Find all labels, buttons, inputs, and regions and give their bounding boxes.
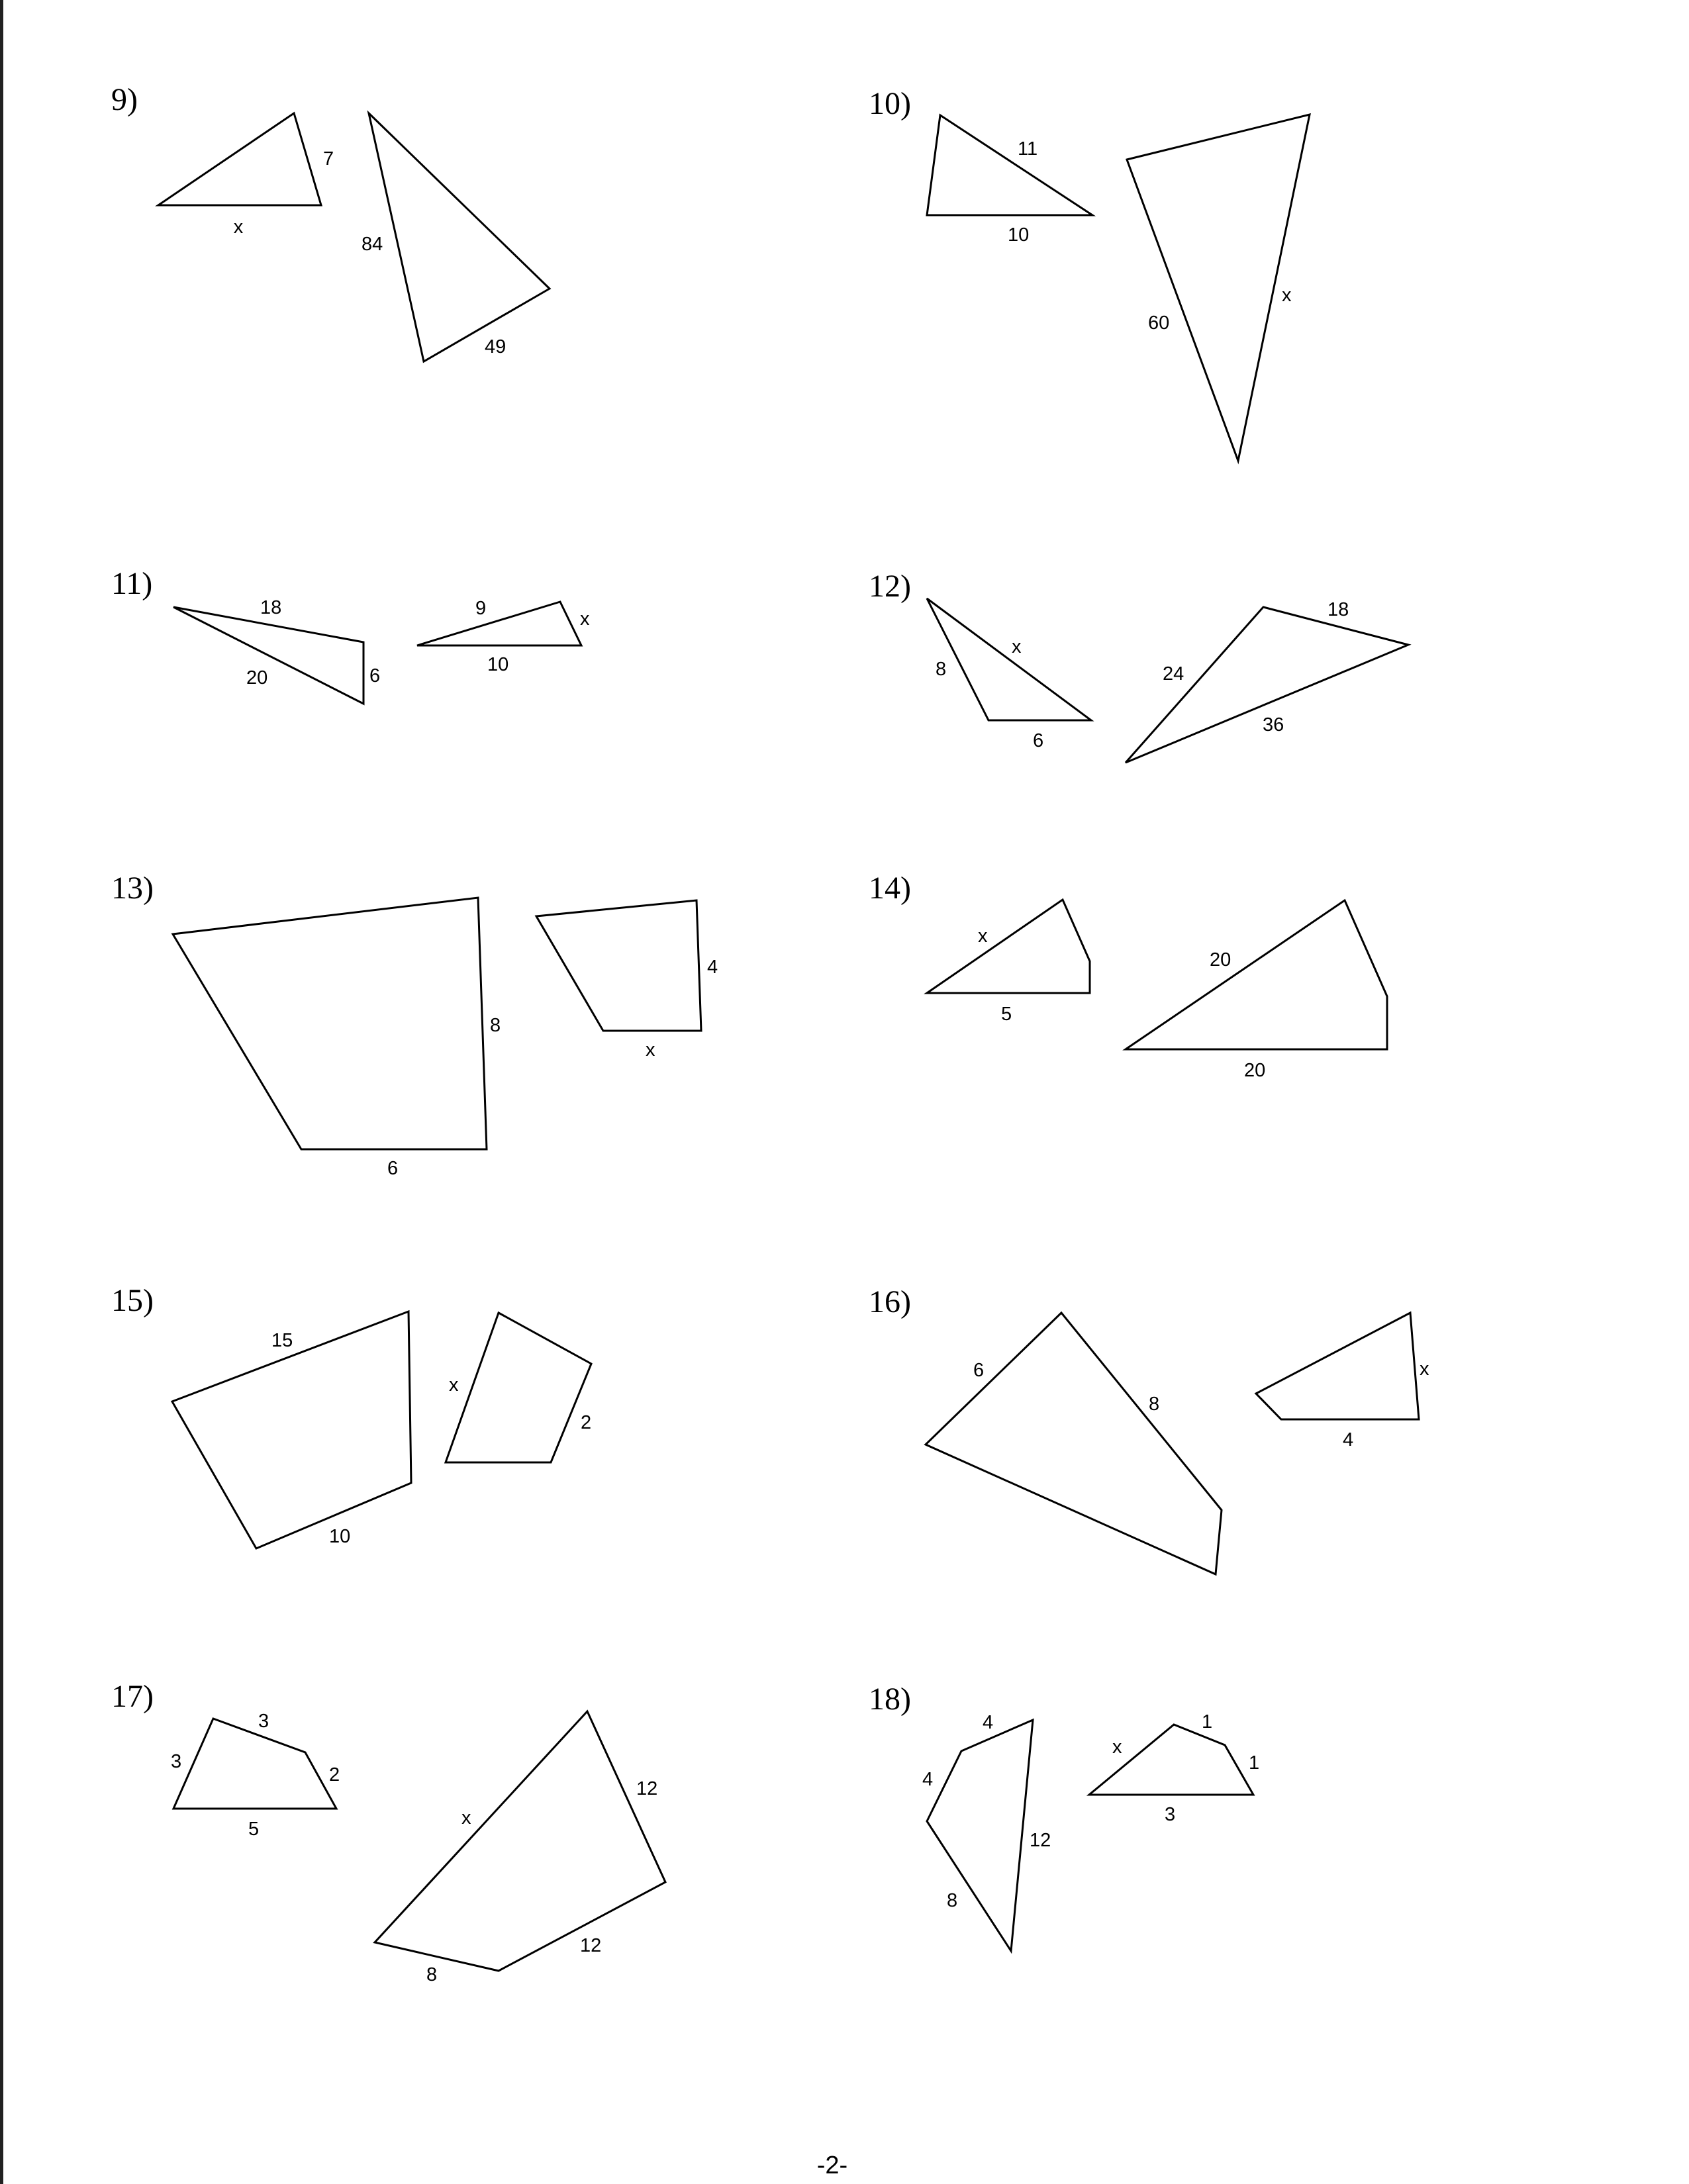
problem-number: 11) bbox=[111, 566, 153, 601]
side-label: 18 bbox=[1327, 599, 1349, 620]
side-label: 10 bbox=[1008, 224, 1030, 246]
side-label: 10 bbox=[329, 1526, 351, 1547]
side-label: 8 bbox=[1149, 1394, 1160, 1415]
side-label: x bbox=[1282, 285, 1292, 306]
problem-number: 13) bbox=[111, 871, 154, 906]
side-label: 15 bbox=[271, 1330, 293, 1351]
side-label: 20 bbox=[1210, 949, 1231, 971]
side-label: x bbox=[461, 1807, 471, 1828]
side-label: x bbox=[1012, 636, 1022, 657]
side-label: 49 bbox=[485, 336, 507, 357]
side-label: x bbox=[233, 216, 244, 238]
side-label: 12 bbox=[580, 1935, 602, 1956]
side-label: 4 bbox=[983, 1712, 994, 1733]
problem-number: 9) bbox=[111, 82, 138, 117]
side-label: 6 bbox=[387, 1158, 399, 1179]
side-label: 6 bbox=[1033, 730, 1044, 751]
page-number: -2- bbox=[816, 2152, 848, 2179]
side-label: 3 bbox=[1165, 1804, 1176, 1825]
side-label: x bbox=[1112, 1736, 1122, 1758]
side-label: 36 bbox=[1263, 714, 1284, 736]
side-label: 4 bbox=[707, 957, 718, 978]
side-label: 4 bbox=[1343, 1429, 1354, 1450]
side-label: 2 bbox=[329, 1764, 340, 1785]
side-label: 5 bbox=[248, 1819, 260, 1840]
problem-number: 12) bbox=[869, 569, 911, 604]
side-label: 60 bbox=[1148, 312, 1170, 334]
side-label: 84 bbox=[362, 234, 383, 255]
problem-number: 15) bbox=[111, 1283, 154, 1318]
side-label: 20 bbox=[1244, 1060, 1266, 1081]
side-label: 3 bbox=[258, 1711, 269, 1732]
side-label: 12 bbox=[636, 1778, 658, 1799]
side-label: 12 bbox=[1030, 1830, 1051, 1851]
side-label: 8 bbox=[426, 1964, 438, 1985]
side-label: 10 bbox=[487, 654, 509, 675]
side-label: 11 bbox=[1018, 138, 1038, 160]
side-label: 18 bbox=[260, 597, 282, 618]
side-label: x bbox=[580, 608, 590, 630]
side-label: 8 bbox=[490, 1015, 501, 1036]
side-label: 6 bbox=[973, 1360, 985, 1381]
side-label: 1 bbox=[1202, 1711, 1213, 1733]
side-label: x bbox=[646, 1039, 655, 1061]
problem-number: 18) bbox=[869, 1682, 911, 1717]
side-label: 5 bbox=[1001, 1004, 1012, 1025]
side-label: 3 bbox=[171, 1751, 182, 1772]
side-label: 6 bbox=[369, 665, 381, 687]
side-label: 1 bbox=[1249, 1752, 1260, 1774]
side-label: 20 bbox=[246, 667, 268, 688]
side-label: 9 bbox=[475, 598, 487, 619]
side-label: 7 bbox=[323, 148, 334, 169]
side-label: x bbox=[978, 926, 988, 947]
left-scan-edge bbox=[0, 0, 3, 2184]
problem-number: 16) bbox=[869, 1284, 911, 1319]
problem-number: 10) bbox=[869, 86, 911, 121]
side-label: 4 bbox=[922, 1769, 934, 1790]
problem-number: 17) bbox=[111, 1679, 154, 1714]
side-label: x bbox=[449, 1374, 459, 1396]
side-label: 2 bbox=[581, 1412, 592, 1433]
side-label: x bbox=[1420, 1358, 1429, 1380]
problem-number: 14) bbox=[869, 871, 911, 906]
side-label: 24 bbox=[1163, 663, 1184, 685]
side-label: 8 bbox=[947, 1890, 958, 1911]
side-label: 8 bbox=[936, 659, 947, 680]
